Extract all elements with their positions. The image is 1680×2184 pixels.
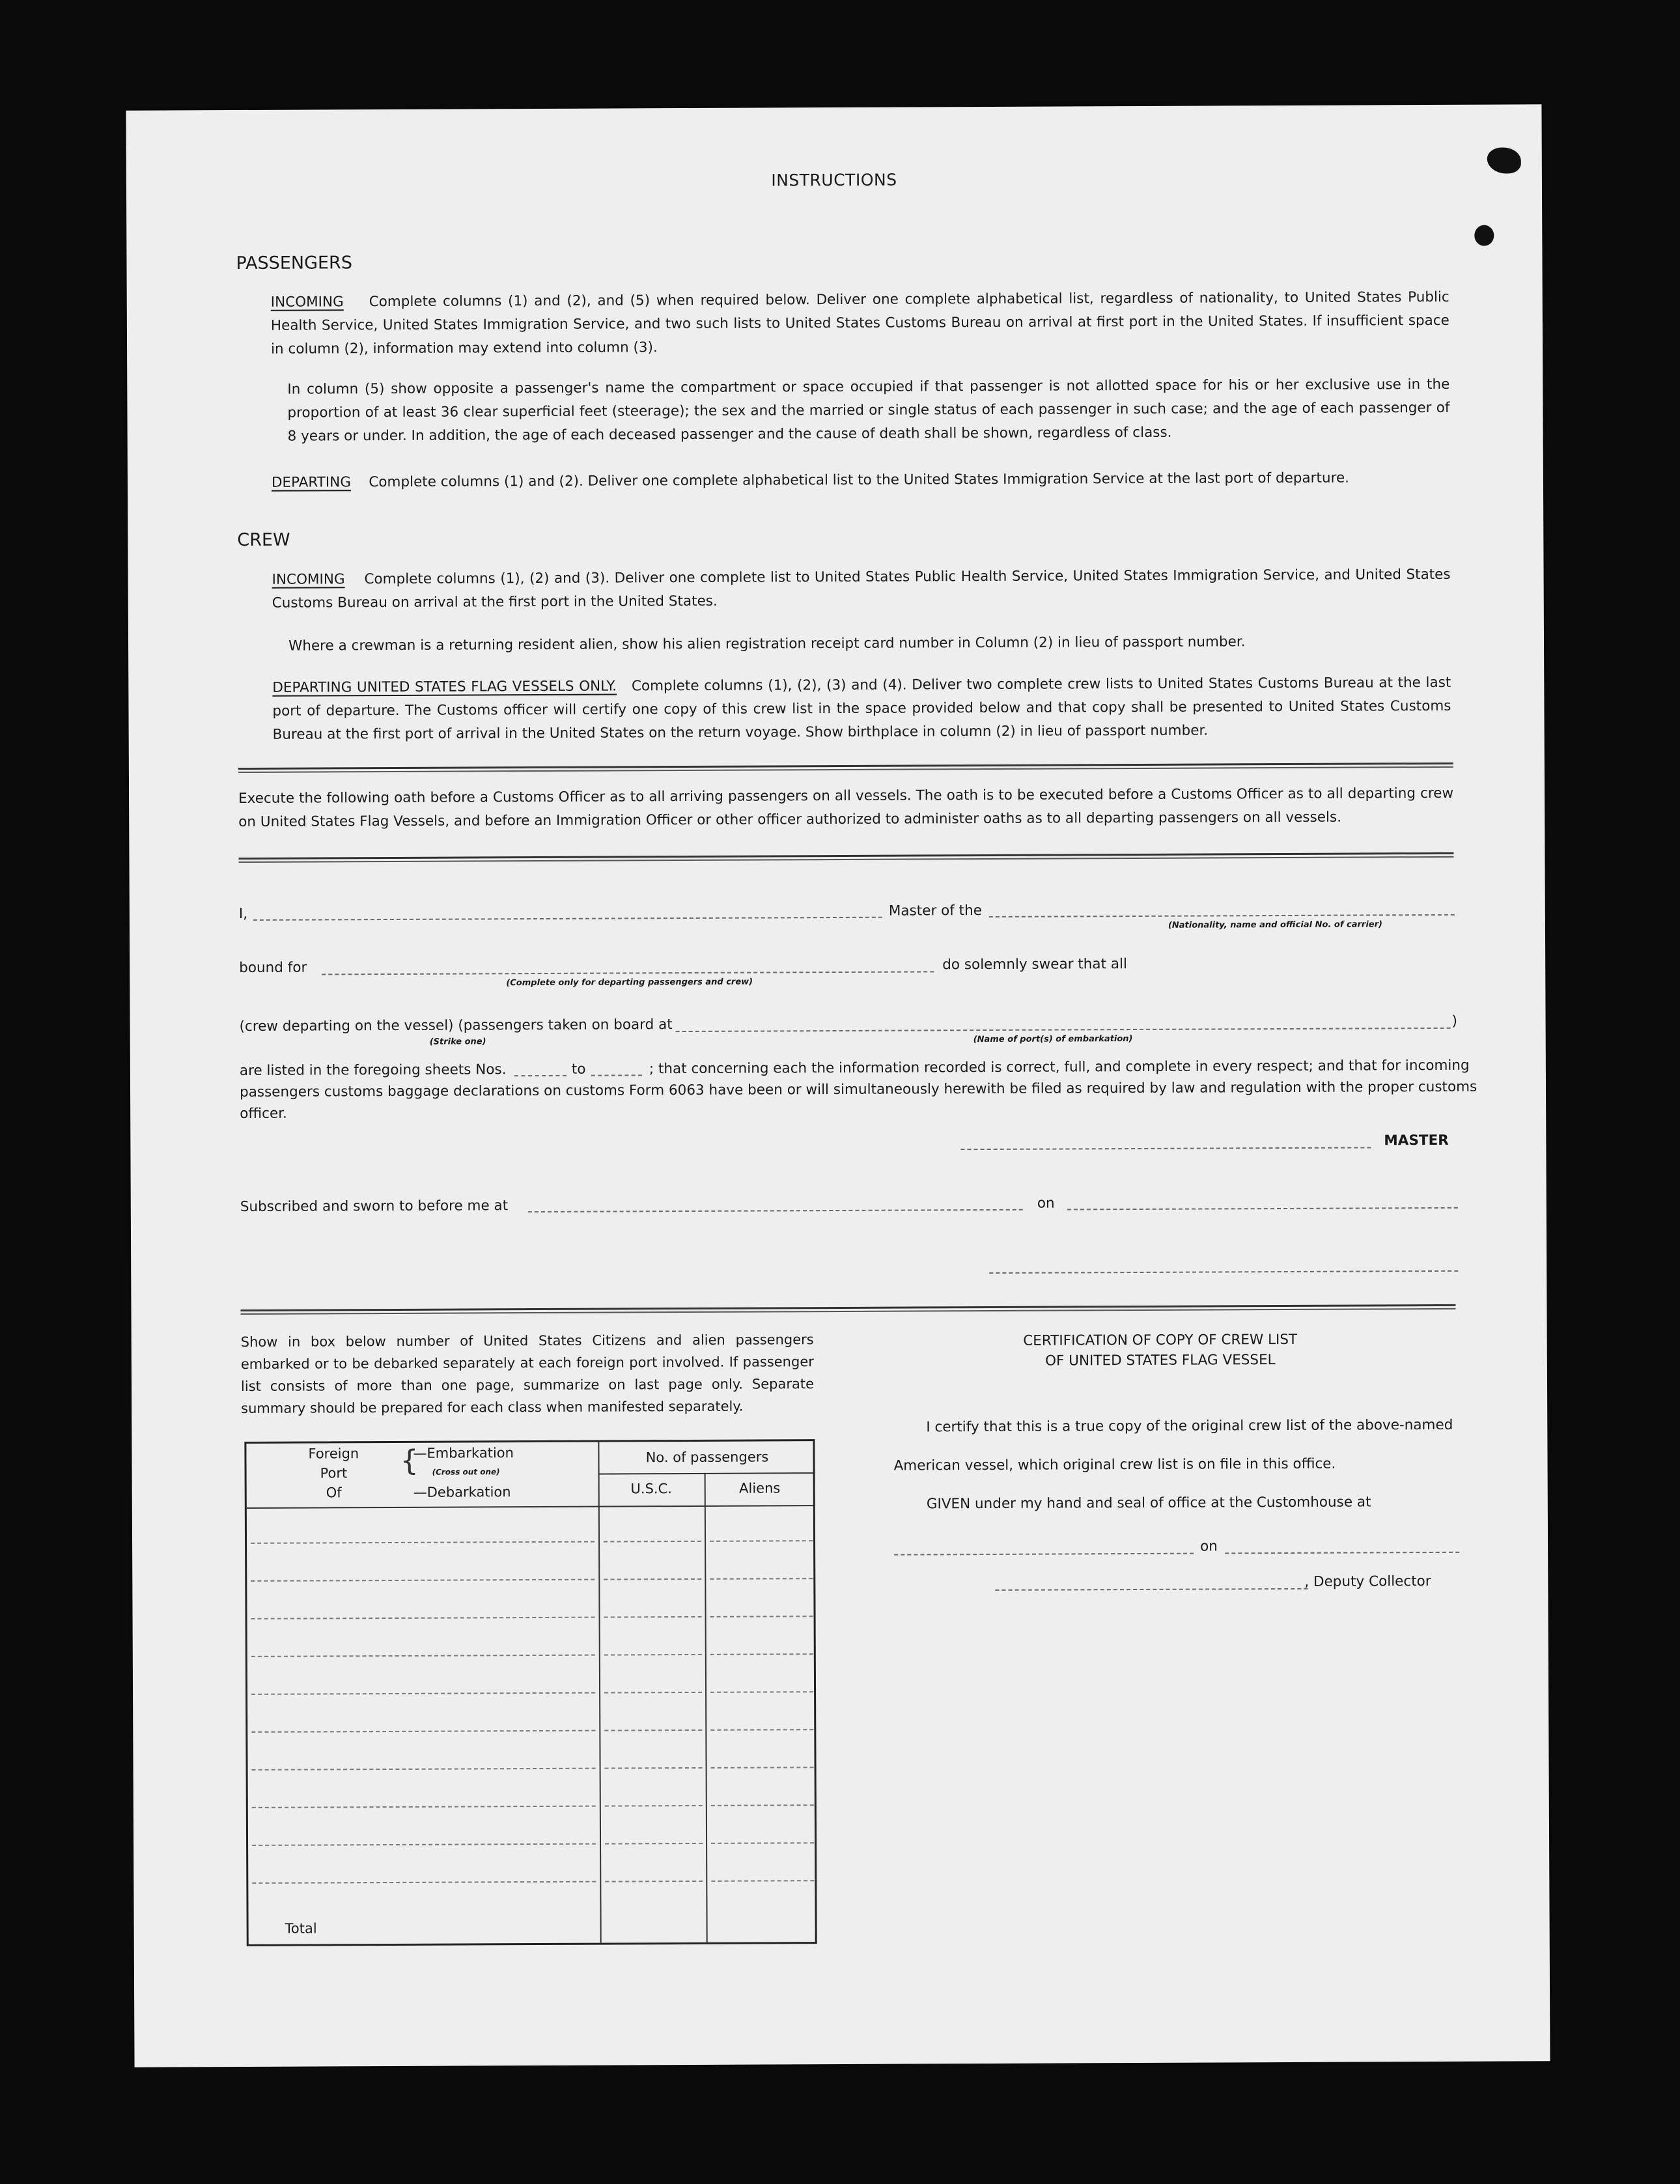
certification-title-line2: OF UNITED STATES FLAG VESSEL xyxy=(1045,1352,1276,1369)
oath-i-label: I, xyxy=(238,905,248,923)
deputy-collector-label: , Deputy Collector xyxy=(1304,1573,1431,1590)
certification-on-label: on xyxy=(1200,1538,1218,1555)
crew-departing-label: (crew departing on the vessel) (passengers taken on board at xyxy=(239,1016,673,1035)
summary-entry-line[interactable] xyxy=(710,1616,813,1617)
crew-departing-text: Complete columns (1), (2), (3) and (4). Deliver two complete crew lists to United States Customs Bureau at the last port of departure. The Customs officer will certify one copy of this crew list in the space provided below and that copy shall be presented to United States Customs Bureau at the first port of arrival in the United States on the return voyage. Show birthplace in column (2) in lieu of passport number. xyxy=(272,674,1451,743)
passengers-departing-paragraph xyxy=(272,466,1450,495)
crew-departing-label: DEPARTING UNITED STATES FLAG VESSELS ONLY. xyxy=(272,678,617,696)
crew-resident-paragraph: Where a crewman is a returning resident alien, show his alien registration receipt card number in Column (2) in lieu of passport number. xyxy=(288,634,1246,654)
summary-entry-line[interactable] xyxy=(251,1730,595,1733)
summary-entry-line[interactable] xyxy=(710,1729,813,1731)
summary-entry-line[interactable] xyxy=(710,1578,813,1580)
summary-entry-line[interactable] xyxy=(711,1767,814,1769)
summary-entry-line[interactable] xyxy=(605,1805,703,1807)
embarkation-label: —Embarkation xyxy=(413,1445,514,1461)
carrier-field[interactable] xyxy=(989,914,1455,917)
bound-for-label: bound for xyxy=(239,959,307,977)
summary-entry-line[interactable] xyxy=(604,1692,702,1694)
cross-out-note: (Cross out one) xyxy=(432,1467,500,1477)
summary-entry-line[interactable] xyxy=(251,1617,595,1619)
page-title: INSTRUCTIONS xyxy=(771,170,897,190)
usc-header: U.S.C. xyxy=(630,1481,672,1497)
master-name-field[interactable] xyxy=(253,917,882,921)
passengers-incoming-label: INCOMING xyxy=(270,294,344,311)
divider-rule xyxy=(240,1304,1455,1315)
summary-entry-line[interactable] xyxy=(252,1768,596,1771)
summary-instruction: Show in box below number of United States Citizens and alien passengers embarked or to be debarked separately at each foreign port involved. If passenger list consists of more than one page, summarize on last page only. Separate summary should be prepared for each class when manifested separately. xyxy=(240,1332,815,1417)
passengers-incoming-text: Complete columns (1) and (2), and (5) when required below. Deliver one complete alphabetical list, regardless of nationality, to United States Public Health Service, United States Immigration Service, and two such lists to United States Customs Bureau on arrival at first port in the United States. If insufficient space in column (2), information may extend into column (3). xyxy=(270,288,1449,357)
officer-signature-field[interactable] xyxy=(989,1270,1458,1274)
sworn-on-label: on xyxy=(1037,1195,1055,1212)
crew-heading: CREW xyxy=(237,529,290,551)
summary-rows xyxy=(246,1441,813,1444)
sheet-to-field[interactable] xyxy=(591,1074,642,1076)
nationality-note: (Nationality, name and official No. of carrier) xyxy=(1168,919,1382,931)
punch-hole xyxy=(1474,225,1494,246)
statement-line3: officer. xyxy=(240,1105,287,1123)
summary-entry-line[interactable] xyxy=(251,1692,595,1695)
strike-one-note: (Strike one) xyxy=(429,1037,486,1047)
certify-line2: American vessel, which original crew list is on file in this office. xyxy=(893,1455,1336,1474)
summary-entry-line[interactable] xyxy=(710,1691,813,1693)
deputy-signature-field[interactable] xyxy=(995,1588,1308,1591)
summary-entry-line[interactable] xyxy=(605,1881,703,1883)
crew-incoming-paragraph xyxy=(272,563,1451,615)
summary-entry-line[interactable] xyxy=(251,1579,595,1582)
summary-entry-line[interactable] xyxy=(251,1541,595,1544)
listed-in-label: are listed in the foregoing sheets Nos. xyxy=(239,1061,507,1080)
master-of-the-label: Master of the xyxy=(888,903,982,919)
summary-entry-line[interactable] xyxy=(605,1843,703,1845)
certification-title xyxy=(861,1329,1460,1372)
passengers-departing-label: DEPARTING xyxy=(271,474,352,491)
summary-entry-line[interactable] xyxy=(252,1881,596,1884)
aliens-header: Aliens xyxy=(739,1480,781,1496)
summary-entry-line[interactable] xyxy=(710,1653,813,1655)
debarkation-label: —Debarkation xyxy=(413,1484,511,1500)
passengers-column5-paragraph: In column (5) show opposite a passenger's name the compartment or space occupied if that passenger is not allotted space for his or her exclusive use in the proportion of at least 36 clear superficial feet (steerage); the sex and the married or single status of each passenger in such case; and the age of each passenger of 8 years or under. In addition, the age of each deceased passenger and the cause of death shall be shown, regardless of class. xyxy=(287,376,1450,445)
customhouse-field[interactable] xyxy=(894,1553,1194,1556)
summary-entry-line[interactable] xyxy=(710,1540,813,1542)
oath-instruction: Execute the following oath before a Customs Officer as to all arriving passengers on all vessels. The oath is to be executed before a Customs Officer as to all departing crew on United States Flag Vessels, and before an Immigration Officer or other officer authorized to administer oaths as to all departing passengers on all vessels. xyxy=(238,785,1454,831)
summary-entry-line[interactable] xyxy=(711,1842,814,1844)
statement-line2: passengers customs baggage declarations on customs Form 6063 have been or will simultaneously herewith be filed as required by law and regulation with the proper customs xyxy=(239,1078,1477,1101)
summary-entry-line[interactable] xyxy=(251,1655,595,1657)
column-divider xyxy=(705,1473,708,1942)
summary-entry-line[interactable] xyxy=(711,1804,814,1806)
solemnly-swear-label: do solemnly swear that all xyxy=(942,956,1128,973)
total-label: Total xyxy=(285,1920,317,1937)
passengers-heading: PASSENGERS xyxy=(236,253,352,274)
summary-entry-line[interactable] xyxy=(711,1880,814,1882)
sheet-from-field[interactable] xyxy=(514,1075,567,1076)
master-signature-field[interactable] xyxy=(960,1147,1371,1150)
summary-entry-line[interactable] xyxy=(252,1843,596,1846)
passengers-incoming-paragraph xyxy=(271,286,1449,361)
of-label: Of xyxy=(326,1485,342,1501)
complete-only-note: (Complete only for departing passengers and crew) xyxy=(506,977,753,988)
summary-entry-line[interactable] xyxy=(604,1541,701,1543)
certification-date-field[interactable] xyxy=(1225,1552,1459,1554)
crew-incoming-text: Complete columns (1), (2) and (3). Deliver one complete list to United States Public Health Service, United States Immigration Service, and United States Customs Bureau on arrival at the first port in the United States. xyxy=(272,566,1451,611)
certification-title-line1: CERTIFICATION OF COPY OF CREW LIST xyxy=(1023,1331,1298,1349)
sworn-location-field[interactable] xyxy=(528,1209,1023,1212)
passengers-departing-text: Complete columns (1) and (2). Deliver one complete alphabetical list to the United States Immigration Service at the last port of departure. xyxy=(369,469,1350,491)
no-of-passengers-header: No. of passengers xyxy=(645,1449,769,1466)
given-line: GIVEN under my hand and seal of office at the Customhouse at xyxy=(926,1494,1371,1513)
column-divider xyxy=(598,1442,601,1943)
certify-line1: I certify that this is a true copy of the original crew list of the above-named xyxy=(926,1416,1453,1436)
master-label: MASTER xyxy=(1384,1132,1449,1149)
ports-embarkation-field[interactable] xyxy=(676,1028,1451,1032)
summary-entry-line[interactable] xyxy=(604,1616,702,1618)
divider-rule xyxy=(238,763,1453,773)
passenger-summary-table xyxy=(244,1439,817,1946)
form-page xyxy=(126,104,1550,2067)
sworn-date-field[interactable] xyxy=(1067,1207,1458,1211)
bound-for-field[interactable] xyxy=(322,971,934,975)
statement-rest: ; that concerning each the information recorded is correct, full, and complete in every respect; and that for incoming xyxy=(649,1057,1470,1078)
divider-rule xyxy=(238,852,1453,863)
summary-entry-line[interactable] xyxy=(604,1578,701,1580)
brace-icon: { xyxy=(400,1444,419,1477)
to-label: to xyxy=(571,1061,586,1078)
summary-entry-line[interactable] xyxy=(604,1654,702,1656)
summary-entry-line[interactable] xyxy=(252,1806,596,1808)
crew-departing-paragraph xyxy=(272,671,1451,747)
foreign-label: Foreign xyxy=(308,1446,359,1462)
port-label: Port xyxy=(320,1465,348,1481)
subscribed-label: Subscribed and sworn to before me at xyxy=(240,1197,509,1216)
crew-incoming-label: INCOMING xyxy=(272,571,345,588)
close-paren: ) xyxy=(1451,1013,1458,1029)
header-bottom-rule xyxy=(247,1505,813,1509)
summary-entry-line[interactable] xyxy=(604,1729,702,1731)
ports-note: (Name of port(s) of embarkation) xyxy=(973,1034,1133,1045)
summary-entry-line[interactable] xyxy=(605,1767,703,1769)
